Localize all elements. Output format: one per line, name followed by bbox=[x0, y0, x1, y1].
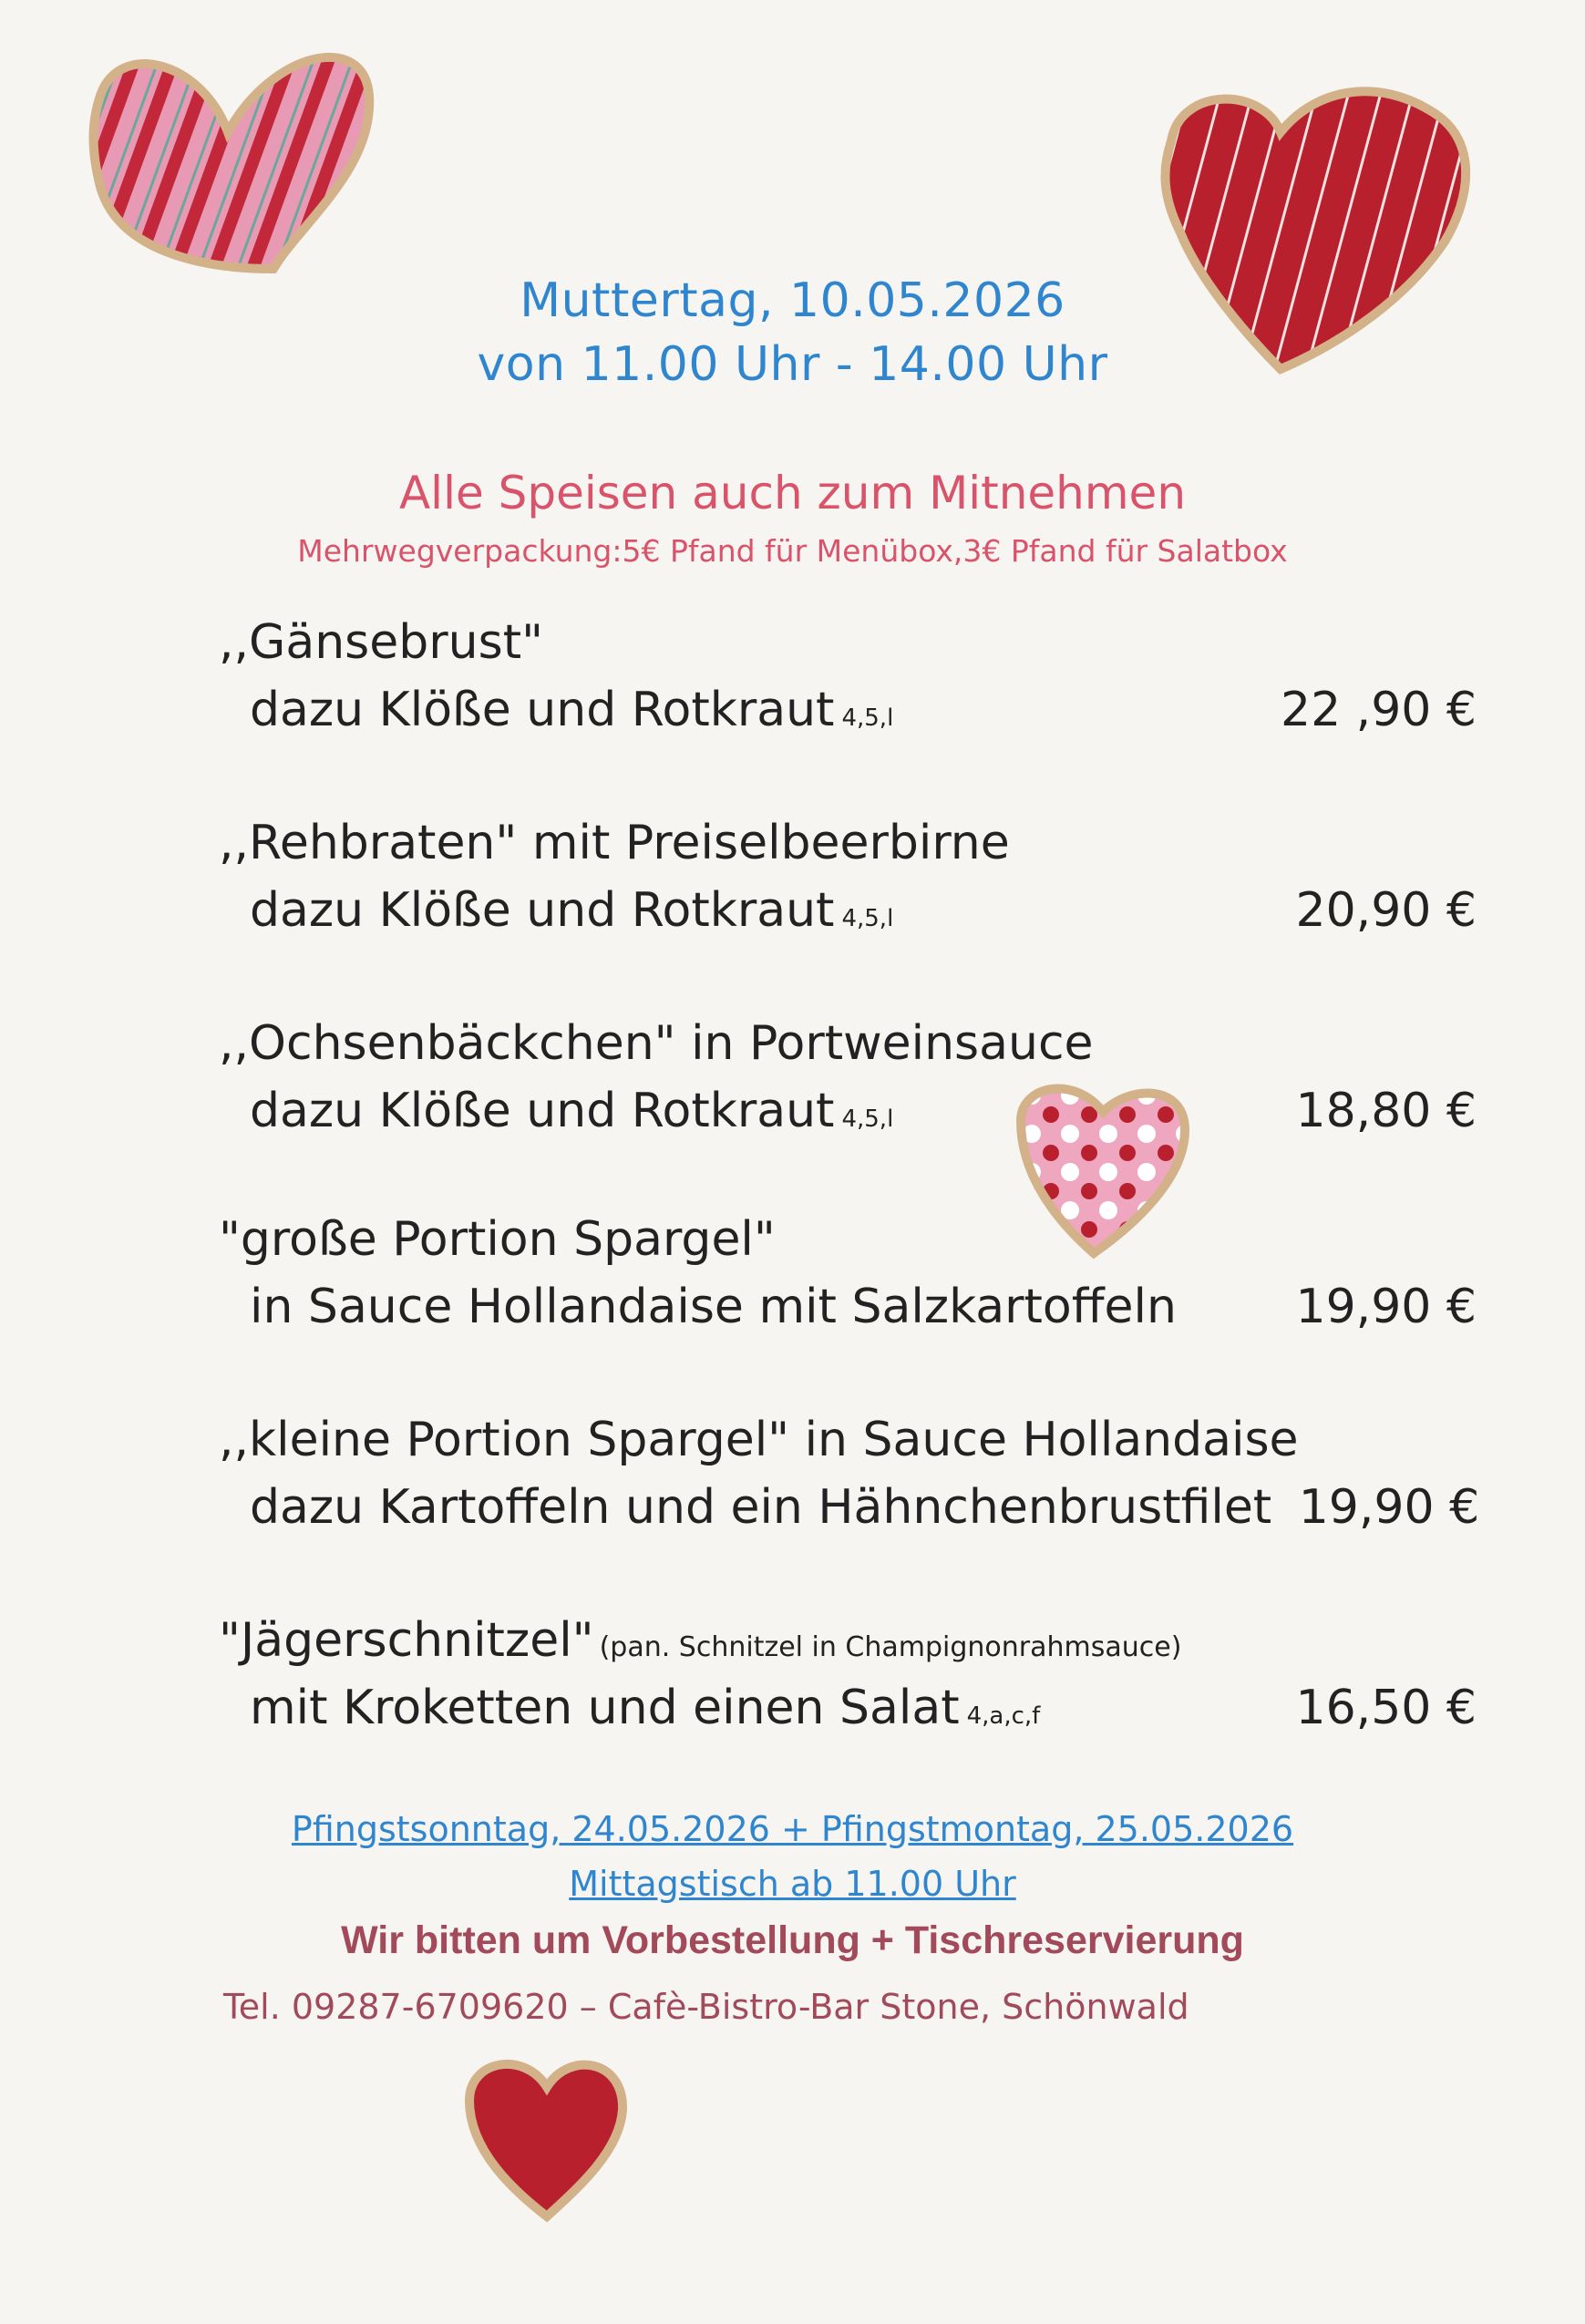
dish-description: mit Kroketten und einen Salat bbox=[250, 1681, 960, 1735]
dish-description: in Sauce Hollandaise mit Salzkartoffeln bbox=[250, 1280, 1177, 1334]
dish-price: 22 ,90 € bbox=[1280, 683, 1477, 737]
menu-item bbox=[219, 615, 1477, 737]
dish-description: dazu Klöße und Rotkraut bbox=[250, 683, 835, 737]
menu-item bbox=[219, 816, 1477, 938]
event-title: Muttertag, 10.05.2026 bbox=[520, 273, 1065, 328]
dish-name: ,,Rehbraten" mit Preiselbeerbirne bbox=[219, 816, 1010, 870]
dish-price: 19,90 € bbox=[1298, 1480, 1480, 1535]
dish-price: 18,80 € bbox=[1295, 1084, 1477, 1138]
allergen-codes: 4,5,l bbox=[841, 905, 894, 932]
mittagstisch-info: Mittagstisch ab 11.00 Uhr bbox=[569, 1864, 1016, 1904]
striped-heart-icon bbox=[64, 23, 392, 278]
allergen-codes: 4,5,l bbox=[841, 704, 894, 732]
dish-note: (pan. Schnitzel in Champignonrahmsauce) bbox=[599, 1631, 1182, 1663]
dish-name: ,,kleine Portion Spargel" in Sauce Hollandaise bbox=[219, 1413, 1299, 1467]
event-hours: von 11.00 Uhr - 14.00 Uhr bbox=[477, 337, 1108, 392]
pfingsten-dates: Pfingstsonntag, 24.05.2026 + Pfingstmontag, 25.05.2026 bbox=[291, 1809, 1294, 1849]
dish-name: ,,Gänsebrust" bbox=[219, 615, 544, 670]
dish-price: 16,50 € bbox=[1295, 1681, 1477, 1735]
dish-price: 20,90 € bbox=[1295, 883, 1477, 938]
red-heart-icon bbox=[451, 2041, 633, 2224]
takeaway-title: Alle Speisen auch zum Mitnehmen bbox=[398, 467, 1187, 519]
dish-price: 19,90 € bbox=[1295, 1280, 1477, 1334]
menu-item bbox=[219, 1413, 1480, 1535]
dish-description: dazu Kartoffeln und ein Hähnchenbrustfilet bbox=[250, 1480, 1272, 1535]
reservation-note: Wir bitten um Vorbestellung + Tischreservierung bbox=[341, 1918, 1244, 1962]
allergen-codes: 4,a,c,f bbox=[966, 1702, 1041, 1730]
dish-name: "Jägerschnitzel" bbox=[219, 1613, 594, 1668]
dish-name: ,,Ochsenbäckchen" in Portweinsauce bbox=[219, 1016, 1094, 1071]
menu-item bbox=[219, 1212, 1477, 1334]
allergen-codes: 4,5,l bbox=[841, 1105, 894, 1133]
takeaway-subtitle: Mehrwegverpackung:5€ Pfand für Menübox,3€ Pfand für Salatbox bbox=[297, 533, 1288, 569]
menu-item bbox=[219, 1613, 1477, 1735]
menu-item bbox=[219, 1016, 1477, 1138]
dish-description: dazu Klöße und Rotkraut bbox=[250, 883, 835, 938]
contact-line: Tel. 09287-6709620 – Cafè-Bistro-Bar Stone, Schönwald bbox=[223, 1987, 1189, 2027]
dish-description: dazu Klöße und Rotkraut bbox=[250, 1084, 835, 1138]
dish-name: "große Portion Spargel" bbox=[219, 1212, 776, 1267]
